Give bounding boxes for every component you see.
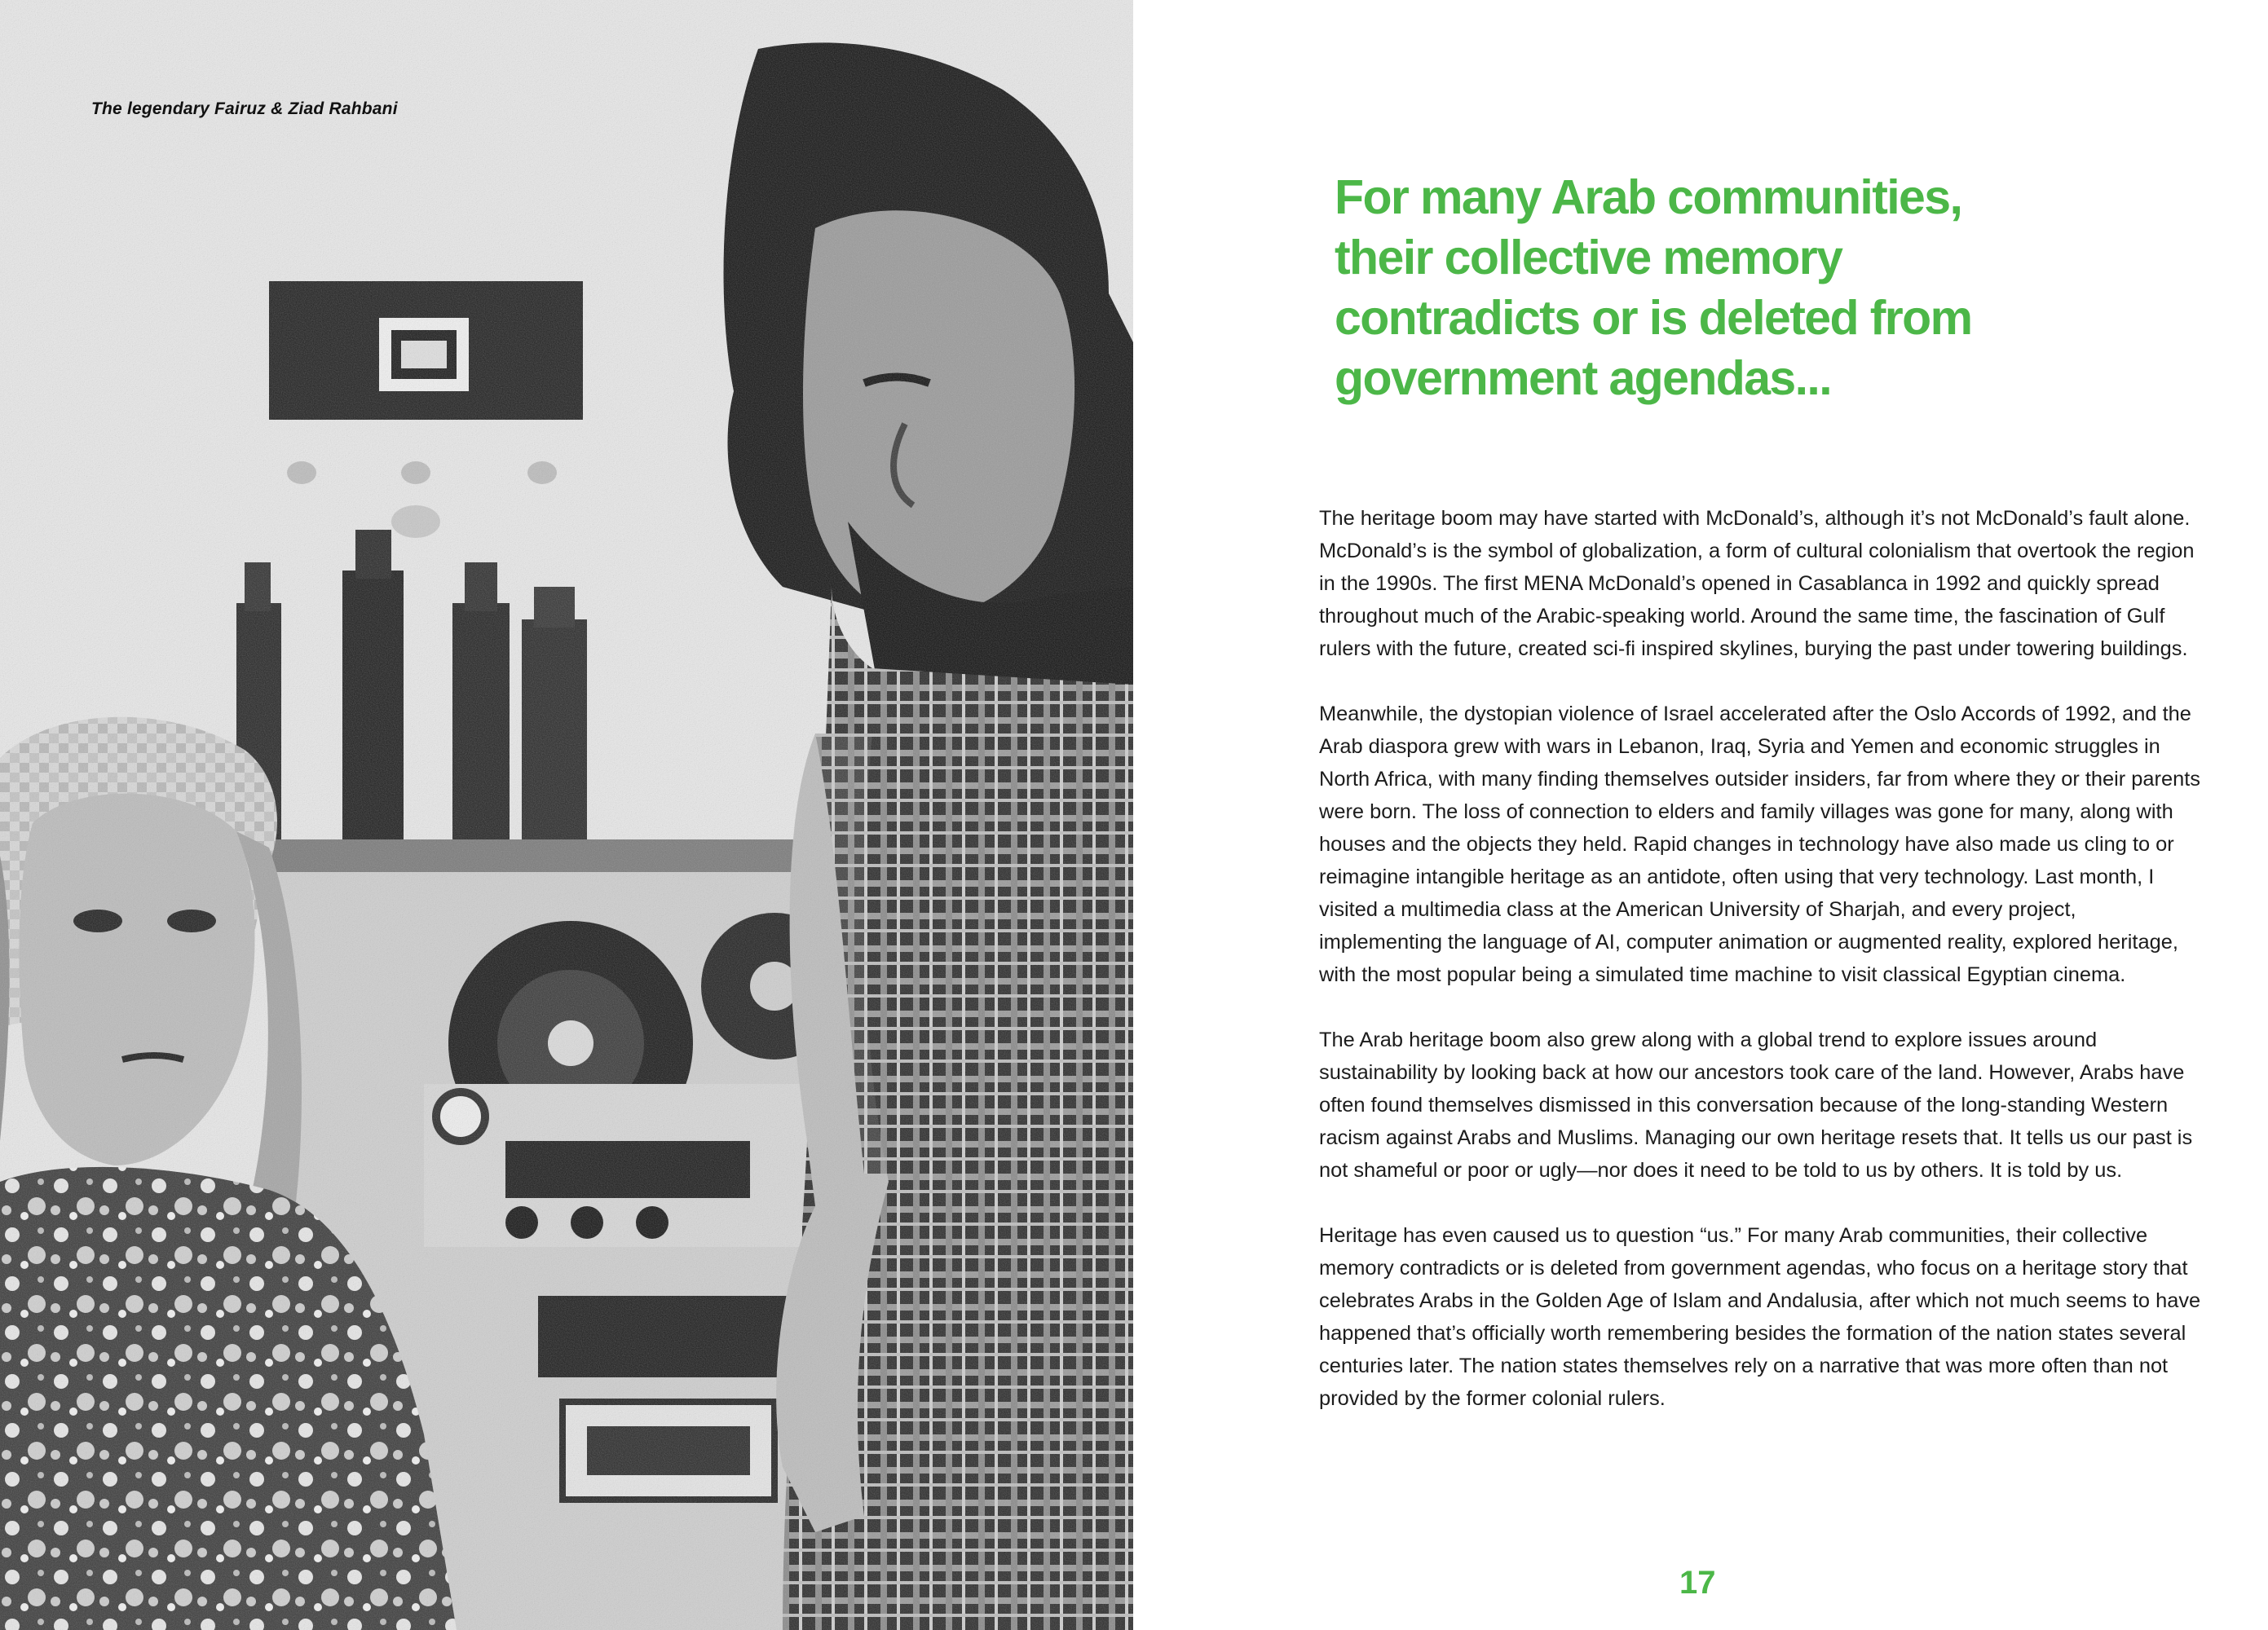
photo-page [0, 0, 1133, 1630]
body-paragraph: Meanwhile, the dystopian violence of Israel accelerated after the Oslo Accords of 1992, and the Arab diaspora grew with wars in Lebanon, Iraq, Syria and Yemen and economic struggles in North Africa, with many finding themselves outsider insiders, far from where they or their parents were born. The loss of connection to elders and family villages was gone for many, along with houses and the objects they held. Rapid changes in technology have also made us cling to or reimagine intangible heritage as an antidote, often using that very technology. Last month, I visited a multimedia class at the American University of Sharjah, and every project, implementing the language of AI, computer animation or augmented reality, explored heritage, with the most popular being a simulated time machine to visit classical Egyptian cinema. [1319, 703, 2200, 986]
page-number: 17 [1679, 1565, 1716, 1601]
photo-caption: The legendary Fairuz & Ziad Rahbani [91, 99, 398, 118]
pull-quote-line: government agendas... [1335, 351, 1832, 405]
body-paragraph: The heritage boom may have started with McDonald’s, although it’s not McDonald’s fault alone. McDonald’s is the symbol of globalization, a form of cultural colonialism that overtook the region in the 1990s. The first MENA McDonald’s opened in Casablanca in 1992 and quickly spread throughout much of the Arabic-speaking world. Around the same time, the fascination of Gulf rulers with the future, created sci-fi inspired skylines, burying the past under towering buildings. [1319, 507, 2195, 660]
photo-illustration [0, 0, 1133, 1630]
pull-quote-line: For many Arab communities, [1335, 170, 1962, 224]
body-paragraph: The Arab heritage boom also grew along with a global trend to explore issues around sustainability by looking back at how our ancestors took care of the land. However, Arabs have often found themselves dismissed in this conversation because of the long-standing Western racism against Arabs and Muslims. Managing our own heritage resets that. It tells us our past is not shameful or poor or ugly—nor does it need to be told to us by others. It is told by us. [1319, 1029, 2193, 1182]
pull-quote-line: contradicts or is deleted from [1335, 291, 1972, 345]
article-body [1319, 502, 2204, 1447]
pull-quote [1335, 167, 2068, 408]
body-paragraph: Heritage has even caused us to question “us.” For many Arab communities, their collective memory contradicts or is deleted from government agendas, who focus on a heritage story that celebrates Arabs in the Golden Age of Islam and Andalusia, after which not much seems to have happened that’s officially worth remembering besides the formation of the nation states several centuries later. The nation states themselves rely on a narrative that was more often than not provided by the former colonial rulers. [1319, 1224, 2201, 1410]
pull-quote-line: their collective memory [1335, 231, 1842, 284]
film-grain [0, 0, 1133, 1630]
text-page [1133, 0, 2268, 1630]
